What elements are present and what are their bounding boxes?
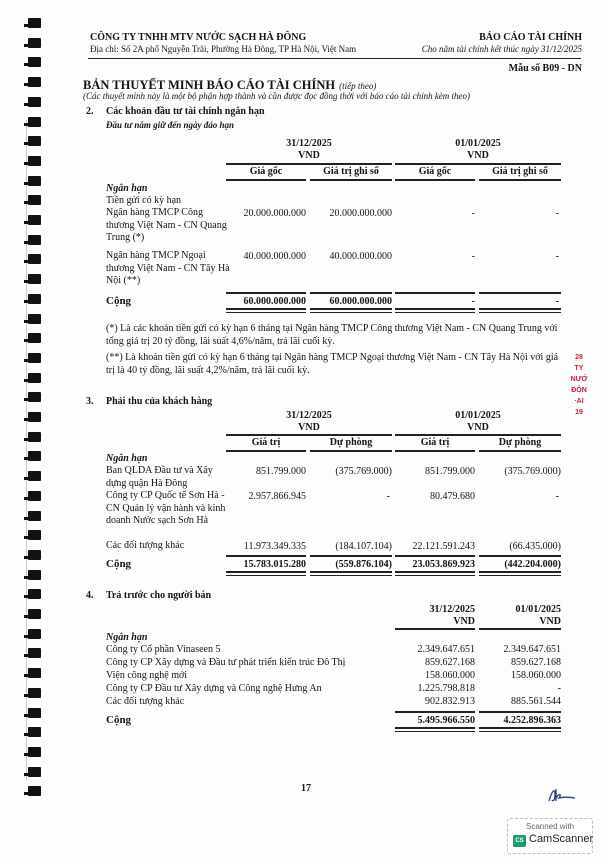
section-2-subtitle: Đầu tư nắm giữ đến ngày đáo hạn	[106, 120, 235, 130]
section-3-title: Phải thu của khách hàng	[106, 396, 213, 407]
s4-double-rule	[479, 727, 561, 732]
header-divider	[88, 58, 581, 59]
s3-double-rule	[479, 571, 561, 576]
s4-total-cell: 4.252.896.363	[503, 715, 561, 726]
binding-ring	[24, 215, 42, 225]
binding-ring	[24, 235, 42, 245]
s2-col-header: Giá gốc	[249, 166, 283, 177]
s3-double-rule	[395, 571, 475, 576]
s3-cell: 22.121.591.243	[412, 541, 475, 552]
s3-total-label: Cộng	[106, 558, 132, 570]
s2-col-rule	[479, 179, 561, 181]
s2-double-rule	[479, 308, 561, 313]
s4-header-rule	[479, 628, 561, 630]
s4-double-rule	[395, 727, 475, 732]
section-2-title: Các khoản đầu tư tài chính ngắn hạn	[106, 106, 265, 117]
s3-col-header: Dự phòng	[329, 437, 373, 448]
s3-cell: (375.769.000)	[504, 466, 561, 477]
section-4-number: 4.	[86, 590, 94, 601]
s2-total-rule	[479, 292, 561, 294]
s2-row-label: Ngân hàng TMCP Ngoại thương Việt Nam - CN Tây Hà Nội (**)	[106, 250, 230, 286]
binding-ring	[24, 432, 42, 442]
s2-total-label: Cộng	[106, 295, 132, 307]
binding-ring	[24, 412, 42, 422]
s2-note-1: (*) Là các khoản tiền gửi có kỳ hạn 6 tháng tại Ngân hàng TMCP Công thương Việt Nam - CN Quang Trung với tổng giá trị 20 tỷ đồng, lãi suất 4,6%/năm, trả lãi cuối kỳ.	[106, 323, 558, 347]
company-name: CÔNG TY TNHH MTV NƯỚC SẠCH HÀ ĐÔNG	[90, 32, 307, 43]
s2-total-rule	[310, 292, 392, 294]
s4-cell: 885.561.544	[511, 696, 561, 707]
form-code: Mẫu số B09 - DN	[508, 63, 582, 74]
company-address: Địa chỉ: Số 2A phố Nguyễn Trãi, Phường Hà Đông, TP Hà Nội, Việt Nam	[90, 44, 357, 54]
seal-text: NƯỚ	[570, 376, 588, 383]
seal-text: 19	[575, 409, 583, 416]
s4-cell: 1.225.798.818	[417, 683, 475, 694]
section-4-title: Trả trước cho người bán	[106, 590, 212, 601]
s4-currency-2: VND	[539, 616, 561, 627]
s4-cell: 2.349.647.651	[417, 644, 475, 655]
s3-col-rule	[310, 450, 392, 452]
camscanner-logo-icon: CS	[513, 835, 526, 847]
spiral-binding	[24, 18, 46, 808]
s2-cell: 20.000.000.000	[243, 208, 306, 219]
s2-cell: -	[471, 251, 475, 262]
binding-ring	[24, 57, 42, 67]
s2-total-rule	[395, 292, 475, 294]
binding-ring	[24, 176, 42, 186]
s3-currency-1: VND	[298, 422, 320, 433]
binding-ring	[24, 648, 42, 658]
binding-ring	[24, 688, 42, 698]
s3-col-header: Dự phòng	[498, 437, 542, 448]
binding-ring	[24, 747, 42, 757]
s2-col-header: Giá trị ghi sổ	[492, 166, 548, 177]
document-title-suffix: (tiếp theo)	[339, 81, 377, 91]
s4-total-rule	[395, 711, 475, 713]
s4-cell: 2.349.647.651	[503, 644, 561, 655]
document-subtitle: (Các thuyết minh này là một bộ phận hợp thành và cần được đọc đồng thời với báo cáo tài chính kèm theo)	[83, 91, 471, 101]
binding-ring	[24, 18, 42, 28]
camscanner-watermark	[507, 818, 593, 854]
scanner-caption: Scanned with	[525, 822, 575, 831]
binding-ring	[24, 767, 42, 777]
s4-cell: 902.832.913	[425, 696, 475, 707]
s2-total-cell: -	[555, 296, 559, 307]
s4-total-label: Cộng	[106, 714, 132, 726]
s2-double-rule	[395, 308, 475, 313]
page-number: 17	[301, 783, 311, 794]
binding-ring	[24, 353, 42, 363]
s3-group-label: Ngắn hạn	[106, 453, 148, 464]
s3-cell: (375.769.000)	[335, 466, 392, 477]
s4-total-rule	[479, 711, 561, 713]
s4-period-1: 31/12/2025	[429, 604, 475, 615]
s4-row-label: Công ty CP Xây dựng và Đầu tư phát triển kiến trúc Đô Thị	[106, 657, 346, 668]
binding-ring	[24, 451, 42, 461]
s3-total-cell: 23.053.869.923	[412, 559, 475, 570]
s2-total-rule	[226, 292, 306, 294]
binding-ring	[24, 392, 42, 402]
s2-header-rule-1	[226, 163, 392, 165]
s3-row-label: Công ty CP Quốc tế Sơn Hà - CN Quản lý vận hành và kinh doanh Nước sạch Sơn Hà	[106, 490, 226, 526]
s3-total-rule	[395, 555, 475, 557]
section-3-number: 3.	[86, 396, 94, 407]
s2-group-label: Ngắn hạn	[106, 183, 148, 194]
s2-cell: -	[471, 208, 475, 219]
company-seal-fragment	[570, 352, 588, 418]
s3-col-rule	[226, 450, 306, 452]
binding-ring	[24, 136, 42, 146]
seal-text: TY	[574, 365, 584, 372]
s3-double-rule	[310, 571, 392, 576]
s3-currency-2: VND	[467, 422, 489, 433]
binding-ring	[24, 550, 42, 560]
binding-ring	[24, 609, 42, 619]
s3-cell: (184.107.104)	[335, 541, 392, 552]
binding-ring	[24, 570, 42, 580]
s4-row-label: Công ty CP Đầu tư Xây dựng và Công nghệ Hưng An	[106, 683, 322, 694]
binding-ring	[24, 530, 42, 540]
s3-cell: 851.799.000	[425, 466, 475, 477]
s4-group-label: Ngắn hạn	[106, 632, 148, 643]
s3-total-rule	[310, 555, 392, 557]
s3-total-cell: 15.783.015.280	[243, 559, 306, 570]
s2-double-rule	[310, 308, 392, 313]
binding-ring	[24, 314, 42, 324]
s2-cell: 40.000.000.000	[243, 251, 306, 262]
signature-initials	[547, 785, 577, 805]
binding-ring	[24, 668, 42, 678]
s4-currency-1: VND	[453, 616, 475, 627]
s3-cell: -	[386, 491, 390, 502]
s2-col-rule	[310, 179, 392, 181]
s2-header-rule-2	[395, 163, 561, 165]
s3-total-cell: (442.204.000)	[504, 559, 561, 570]
s3-cell: (66.435.000)	[509, 541, 561, 552]
document-title: BẢN THUYẾT MINH BÁO CÁO TÀI CHÍNH	[83, 78, 336, 92]
s3-col-rule	[479, 450, 561, 452]
binding-ring	[24, 727, 42, 737]
s4-cell: -	[557, 683, 561, 694]
s3-col-header: Giá trị	[420, 437, 450, 448]
binding-ring	[24, 156, 42, 166]
s3-row-label: Ban QLDA Đầu tư và Xây dựng quận Hà Đông	[106, 465, 213, 489]
s3-cell: -	[555, 491, 559, 502]
s2-currency-2: VND	[467, 150, 489, 161]
s2-total-cell: -	[471, 296, 475, 307]
s3-header-rule-2	[395, 434, 561, 436]
s3-cell: 11.973.349.335	[243, 541, 306, 552]
binding-ring	[24, 195, 42, 205]
binding-ring	[24, 77, 42, 87]
s2-col-header: Giá trị ghi sổ	[323, 166, 379, 177]
s2-cell: 40.000.000.000	[329, 251, 392, 262]
binding-ring	[24, 274, 42, 284]
s2-period-2: 01/01/2025	[455, 138, 501, 149]
s4-row-label: Các đối tượng khác	[106, 696, 185, 707]
s4-total-cell: 5.495.966.550	[417, 715, 475, 726]
s2-note-2: (**) Là khoản tiền gửi có kỳ hạn 6 tháng tại Ngân hàng TMCP Ngoại thương Việt Nam - CN Tây Hà Nội với giá trị là 40 tỷ đồng, lãi suất 4,2%/năm, trả lãi cuối kỳ.	[106, 352, 559, 376]
binding-ring	[24, 491, 42, 501]
s2-cell: 20.000.000.000	[329, 208, 392, 219]
binding-ring	[24, 97, 42, 107]
s2-total-cell: 60.000.000.000	[329, 296, 392, 307]
s2-col-rule	[226, 179, 306, 181]
scanner-name: CamScanner	[529, 833, 594, 845]
s2-total-cell: 60.000.000.000	[243, 296, 306, 307]
s3-total-rule	[226, 555, 306, 557]
binding-ring	[24, 589, 42, 599]
s2-double-rule	[226, 308, 306, 313]
report-period: Cho năm tài chính kết thúc ngày 31/12/2025	[421, 44, 582, 54]
s3-cell: 80.479.680	[430, 491, 475, 502]
s4-cell: 158.060.000	[511, 670, 561, 681]
binding-ring	[24, 708, 42, 718]
binding-ring	[24, 117, 42, 127]
s3-period-1: 31/12/2025	[286, 410, 332, 421]
s3-row-label: Các đối tượng khác	[106, 540, 185, 551]
binding-ring	[24, 786, 42, 796]
s2-currency-1: VND	[298, 150, 320, 161]
s4-header-rule	[395, 628, 475, 630]
binding-ring	[24, 511, 42, 521]
s3-cell: 851.799.000	[256, 466, 306, 477]
s3-double-rule	[226, 571, 306, 576]
s2-col-header: Giá gốc	[418, 166, 452, 177]
seal-text: ·AI	[574, 398, 584, 405]
binding-ring	[24, 471, 42, 481]
s3-total-cell: (559.876.104)	[335, 559, 392, 570]
s3-period-2: 01/01/2025	[455, 410, 501, 421]
s2-cell: -	[555, 208, 559, 219]
binding-ring	[24, 38, 42, 48]
s2-col-rule	[395, 179, 475, 181]
binding-ring	[24, 629, 42, 639]
s2-cell: -	[555, 251, 559, 262]
s3-col-rule	[395, 450, 475, 452]
binding-ring	[24, 333, 42, 343]
s4-row-label: Công ty Cổ phần Vinaseen 5	[106, 644, 221, 655]
report-title: BÁO CÁO TÀI CHÍNH	[479, 32, 582, 43]
seal-text: ĐÔN	[571, 387, 587, 394]
binding-ring	[24, 373, 42, 383]
s4-row-label: Viện công nghệ mới	[106, 670, 188, 681]
binding-ring	[24, 294, 42, 304]
s4-cell: 859.627.168	[425, 657, 475, 668]
s2-row-label: Ngân hàng TMCP Công thương Việt Nam - CN Quang Trung (*)	[106, 207, 227, 243]
s3-total-rule	[479, 555, 561, 557]
binding-ring	[24, 254, 42, 264]
s4-cell: 859.627.168	[511, 657, 561, 668]
s3-cell: 2.957.866.945	[248, 491, 306, 502]
s3-col-header: Giá trị	[251, 437, 281, 448]
s4-period-2: 01/01/2025	[515, 604, 561, 615]
section-2-number: 2.	[86, 106, 94, 117]
s4-cell: 158.060.000	[425, 670, 475, 681]
s2-subgroup-label: Tiền gửi có kỳ hạn	[106, 195, 182, 206]
seal-text: 28	[575, 354, 583, 361]
s3-header-rule-1	[226, 434, 392, 436]
s2-period-1: 31/12/2025	[286, 138, 332, 149]
